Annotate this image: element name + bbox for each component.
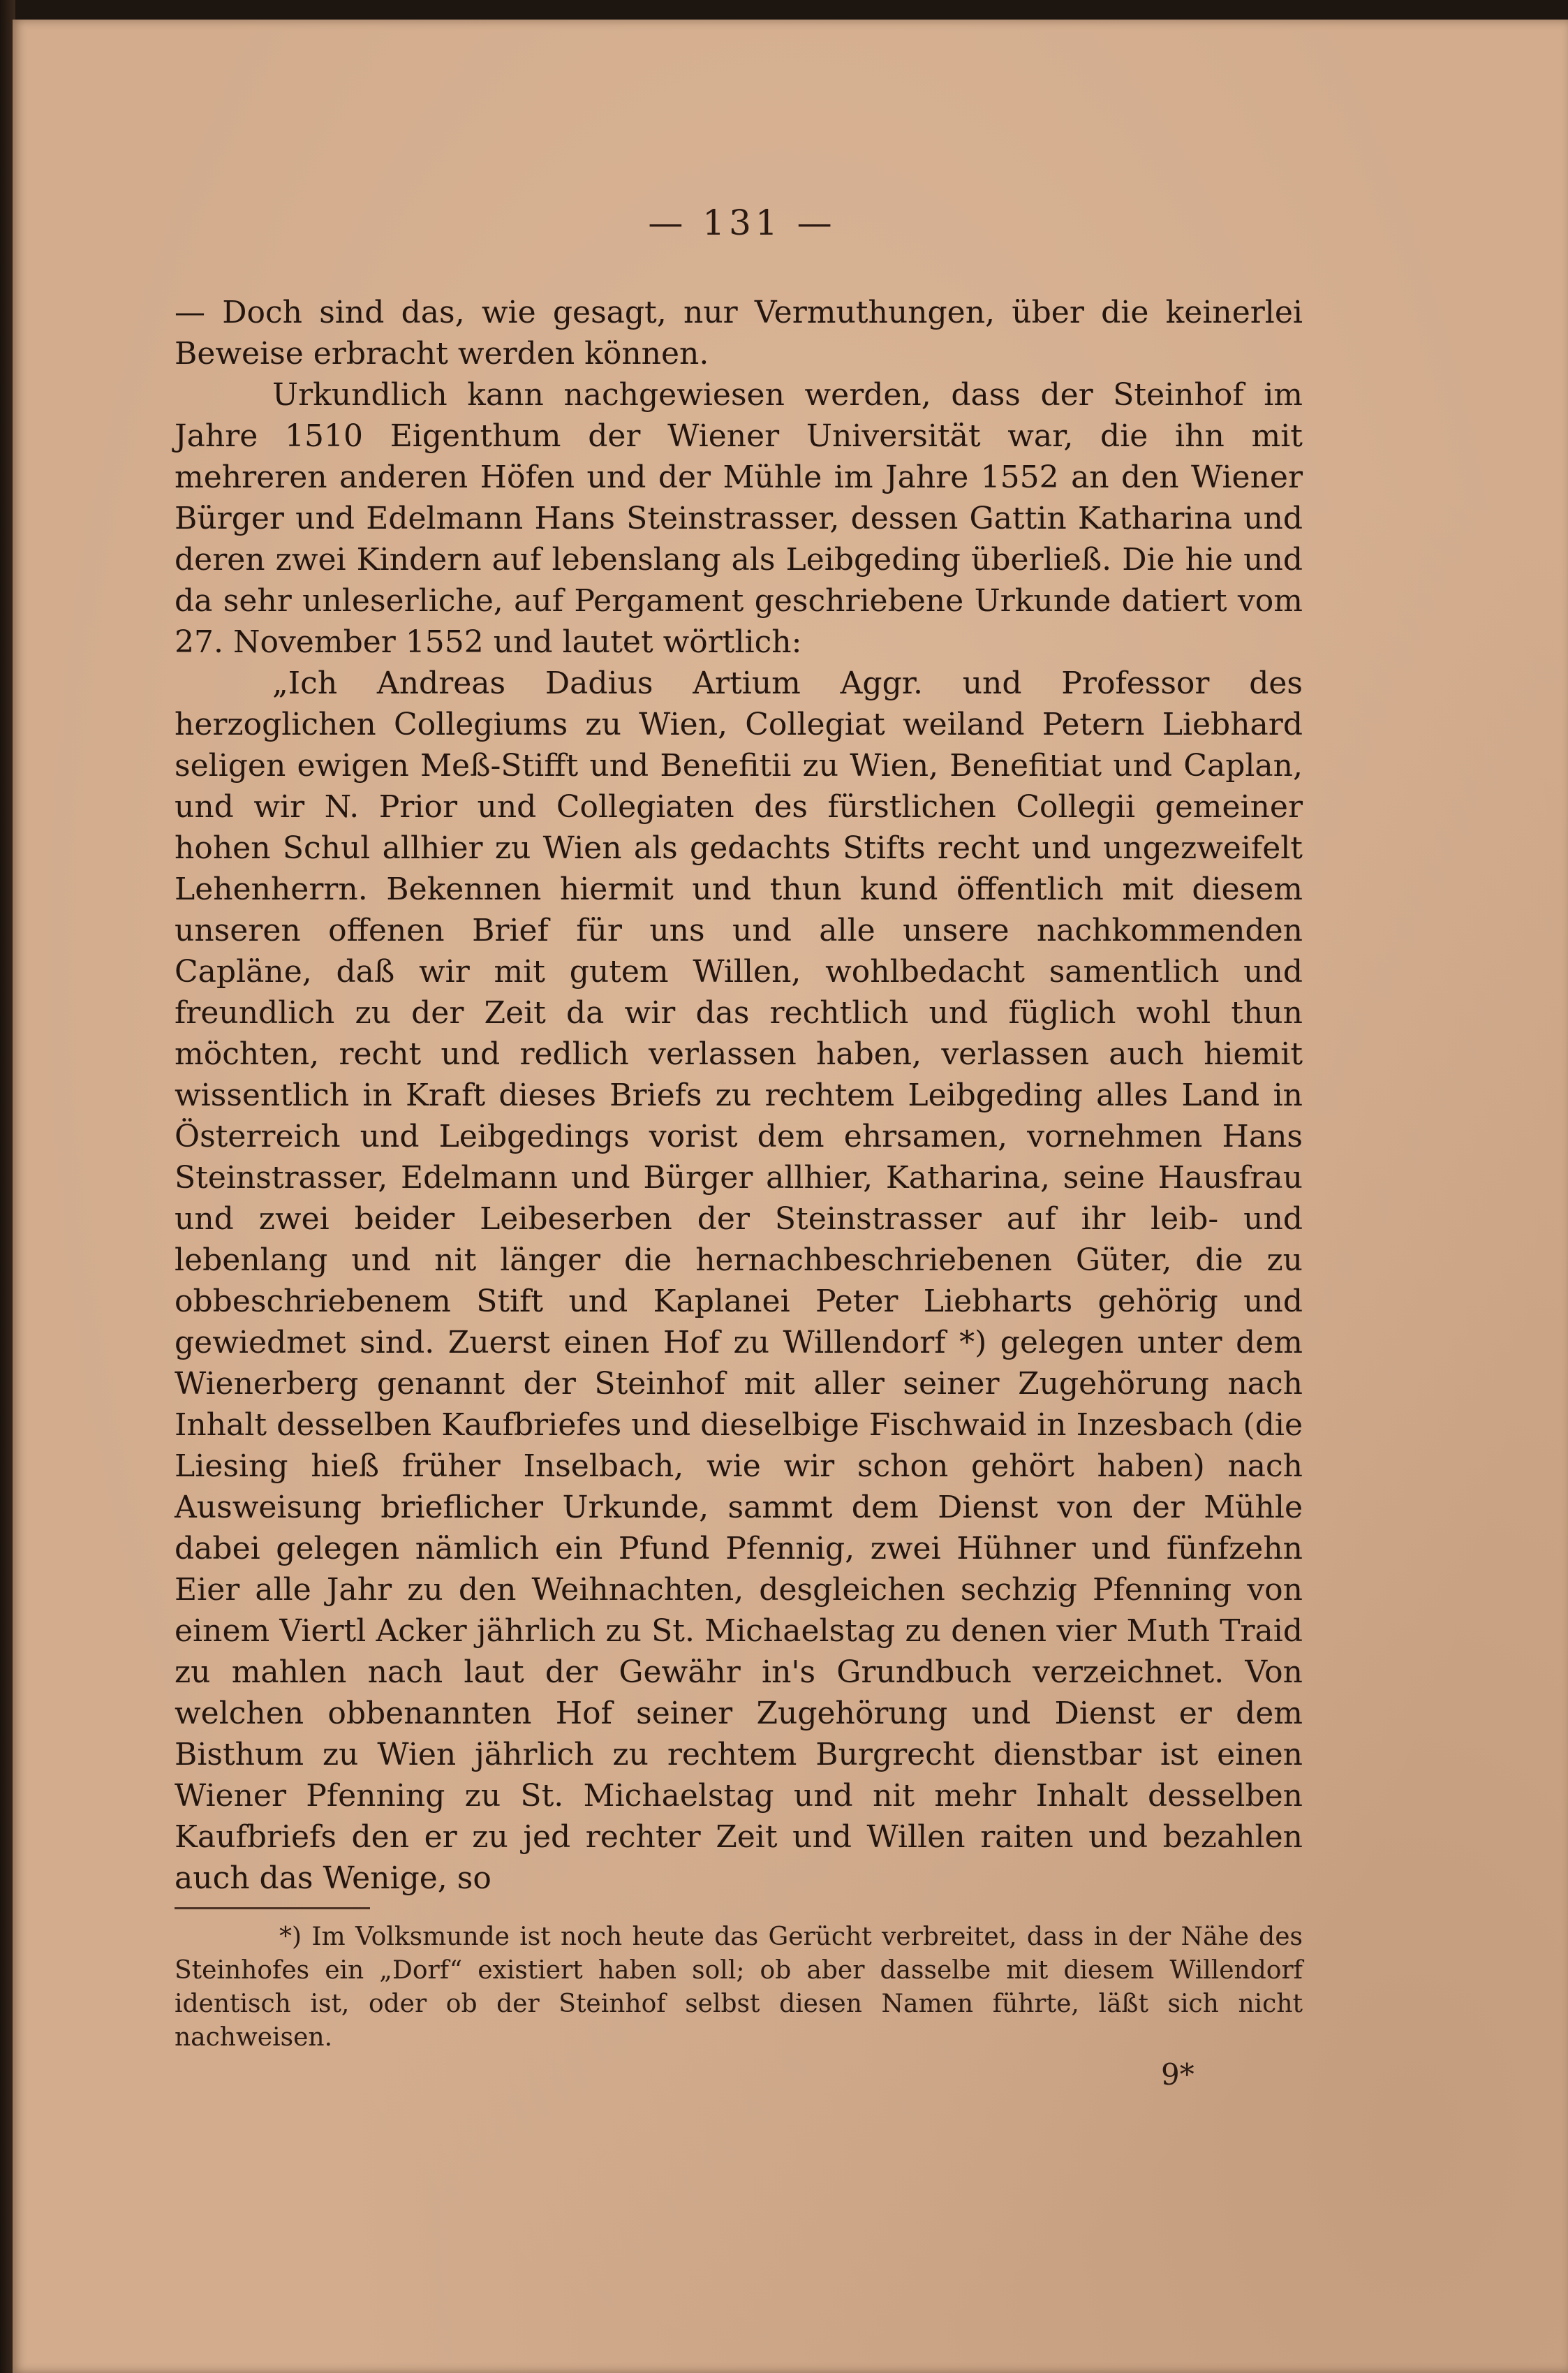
- paragraph-urkunde-quote: „Ich Andreas Dadius Artium Aggr. und Professor des herzoglichen Collegiums zu Wien, Collegiat weiland Petern Liebhard seligen ewigen Meß-Stifft und Benefitii zu Wien, Benefitiat und Caplan, und wir N. Prior und Collegiaten des fürstlichen Collegii gemeiner hohen Schul allhier zu Wien als gedachts Stifts recht und ungezweifelt Lehenherrn. Bekennen hiermit und thun kund öffentlich mit diesem unseren offenen Brief für uns und alle unsere nachkommenden Capläne, daß wir mit gutem Willen, wohlbedacht samentlich und freundlich zu der Zeit da wir das rechtlich und füglich wohl thun möchten, recht und redlich verlassen haben, verlassen auch hiemit wissentlich in Kraft dieses Briefs zu rechtem Leibgeding alles Land in Österreich und Leibgedings vorist dem ehrsamen, vornehmen Hans Steinstrasser, Edelmann und Bürger allhier, Katharina, seine Hausfrau und zwei beider Leibeserben der Steinstrasser auf ihr leib- und lebenlang und nit länger die hernachbeschriebenen Güter, die zu obbeschriebenem Stift und Kaplanei Peter Liebharts gehörig und gewiedmet sind. Zuerst einen Hof zu Willendorf *) gelegen unter dem Wienerberg genannt der Steinhof mit aller seiner Zugehörung nach Inhalt desselben Kaufbriefes und dieselbige Fischwaid in Inzesbach (die Liesing hieß früher Inselbach, wie wir schon gehört haben) nach Ausweisung brieflicher Urkunde, sammt dem Dienst von der Mühle dabei gelegen nämlich ein Pfund Pfennig, zwei Hühner und fünfzehn Eier alle Jahr zu den Weihnachten, desgleichen sechzig Pfenning von einem Viertl Acker jährlich zu St. Michaelstag zu denen vier Muth Traid zu mahlen nach laut der Gewähr in's Grundbuch verzeichnet. Von welchen obbenannten Hof seiner Zugehörung und Dienst er dem Bisthum zu Wien jährlich zu rechtem Burgrecht dienstbar ist einen Wiener Pfenning zu St. Michaelstag und nit mehr Inhalt desselben Kaufbriefs den er zu jed rechter Zeit und Willen raiten und bezahlen auch das Wenige, so: [175, 666, 1303, 1896]
- body-text: [175, 292, 1303, 1899]
- paragraph-urkunde-intro: Urkundlich kann nachgewiesen werden, dass der Steinhof im Jahre 1510 Eigenthum der Wiener Universität war, die ihn mit mehreren anderen Höfen und der Mühle im Jahre 1552 an den Wiener Bürger und Edelmann Hans Steinstrasser, dessen Gattin Katharina und deren zwei Kindern auf lebenslang als Leibgeding überließ. Die hie und da sehr unleserliche, auf Pergament geschriebene Urkunde datiert vom 27. November 1552 und lautet wörtlich:: [175, 377, 1303, 660]
- footnote-divider: [175, 1907, 370, 1909]
- footnote-text: *) Im Volksmunde ist noch heute das Gerücht verbreitet, dass in der Nähe des Steinhofes ein „Dorf“ existiert haben soll; ob aber dasselbe mit diesem Willendorf identisch ist, oder ob der Steinhof selbst diesen Namen führte, läßt sich nicht nachweisen.: [175, 1923, 1303, 2052]
- paragraph-continuation: — Doch sind das, wie gesagt, nur Vermuthungen, über die keinerlei Beweise erbracht werden können.: [175, 295, 1303, 372]
- footnote: [175, 1920, 1303, 2055]
- book-page: [13, 20, 1568, 2373]
- printer-signature-mark: 9*: [1161, 2057, 1195, 2092]
- page-number: — 131 —: [648, 203, 836, 243]
